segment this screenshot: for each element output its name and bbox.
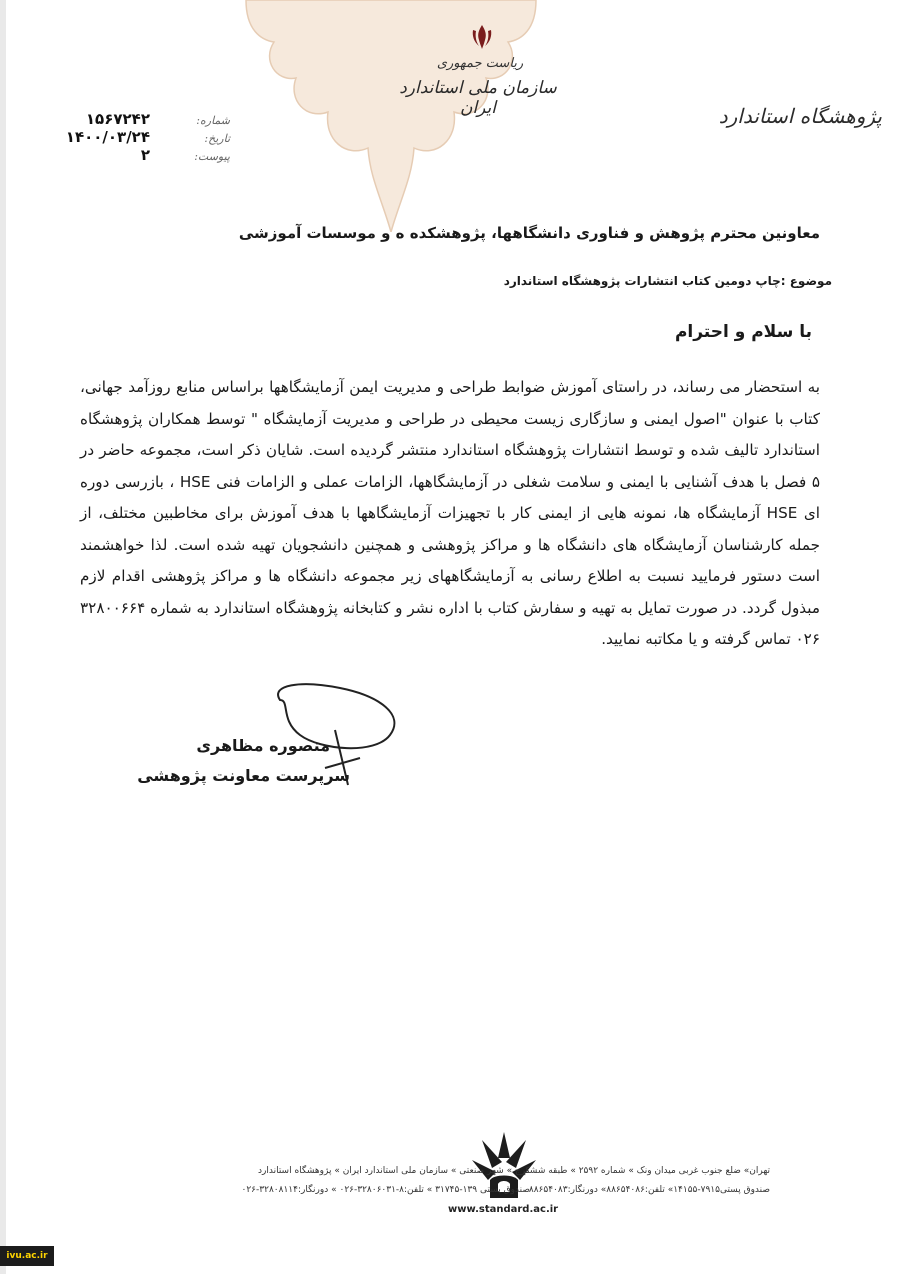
- attachment-label: پیوست:: [194, 150, 230, 163]
- meta-labels: [190, 112, 230, 166]
- letter-number: ۱۵۶۷۲۴۲: [85, 110, 150, 128]
- letter-body: به استحضار می رساند، در راستای آموزش ضوابط طراحی و مدیریت ایمن آزمایشگاهها براساس منابع روزآمد جهانی، کتاب با عنوان "اصول ایمنی و سازگاری زیست محیطی در طراحی و مدیریت آزمایشگاه " توسط همکاران پژوهشگاه استاندارد تالیف شده و توسط انتشارات پژوهشگاه استاندارد منتشر گردیده است. شایان ذکر است، مجموعه حاضر در ۵ فصل با هدف آشنایی با ایمنی و سلامت شغلی در آزمایشگاهها، الزامات عملی و الزامات فنی HSE ، بازرسی دوره ای HSE آزمایشگاه ها، نمونه هایی از ایمنی کار با تجهیزات آزمایشگاهها با هدف آموزش برای مخاطبین مختلف، از جمله کارشناسان آزمایشگاه های دانشگاه ها و مراکز پژوهشی و همچنین دانشجویان تهیه شده است. لذا خواهشمند است دستور فرمایید نسبت به اطلاع رسانی به آزمایشگاههای زیر مجموعه دانشگاه ها و مراکز پژوهشی اقدام لازم مبذول گردد. در صورت تمایل به تهیه و سفارش کتاب با اداره نشر و کتابخانه پژوهشگاه استاندارد به شماره ۳۲۸۰۰۶۶۴ ۰۲۶ تماس گرفته و یا مکاتبه نمایید.: [80, 378, 820, 648]
- date-label: تاریخ:: [204, 132, 230, 145]
- footer-tehran-contact: صندوق پستی۷۹۱۵-۱۴۱۵۵» تلفن:۸۸۶۵۴۰۸۶» دورنگار:۸۸۶۵۴۰۸۳: [528, 1185, 770, 1195]
- meta-values: [60, 110, 150, 164]
- recipient: معاونین محترم پژوهش و فناوری دانشگاهها، پژوهشکده ه و موسسات آموزشی: [238, 224, 820, 242]
- scan-edge: [0, 0, 6, 1274]
- footer-karaj-contact: صندوق پستی ۱۳۹-۳۱۷۴۵ » تلفن:۸-۳۲۸۰۶۰۳۱-۰۲۶ » دورنگار:۳۲۸۰۸۱۱۴-۰۲۶: [241, 1185, 530, 1195]
- emblem-icon: [467, 22, 497, 52]
- organization-name: سازمان ملی استاندارد ایران: [399, 78, 557, 118]
- letter-date: ۱۴۰۰/۰۳/۲۴: [65, 128, 150, 146]
- watermark-badge: ivu.ac.ir: [0, 1246, 54, 1266]
- footer-tehran-address: تهران» ضلع جنوب غربی میدان ونک » شماره ۲۵۹۲ » طبقه ششم: [523, 1166, 770, 1176]
- website-link[interactable]: www.standard.ac.ir: [448, 1204, 559, 1215]
- greeting: با سلام و احترام: [674, 322, 812, 342]
- presidency-label: ریاست جمهوری: [436, 56, 524, 71]
- number-label: شماره:: [196, 114, 230, 127]
- attachment-count: ۲: [140, 146, 150, 164]
- footer-karaj-address: کرج » شهر صنعتی » سازمان ملی استاندارد ایران » پژوهشگاه استاندارد: [258, 1166, 530, 1176]
- subject: موضوع :چاپ دومین کتاب انتشارات پژوهشگاه استاندارد: [503, 274, 832, 288]
- signer-name: منصوره مظاهری: [196, 736, 330, 755]
- signer-title: سرپرست معاونت پژوهشی: [137, 766, 350, 785]
- institute-name: پژوهشگاه استاندارد: [718, 104, 882, 128]
